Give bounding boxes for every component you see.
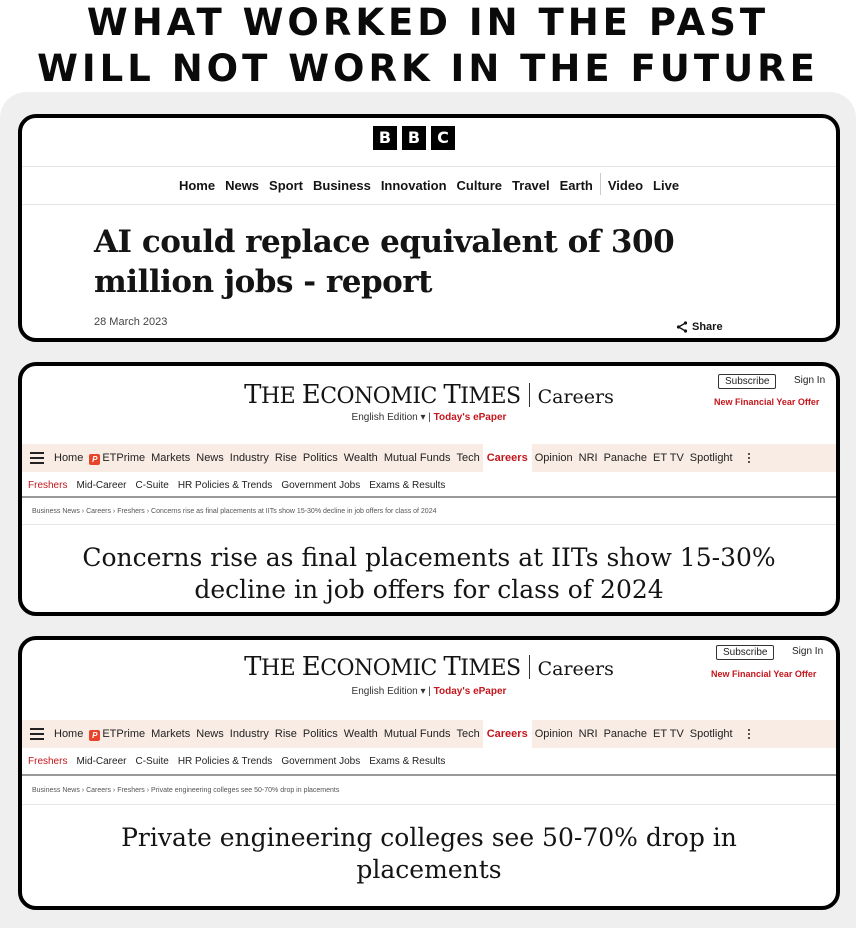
- bbc-article-title: AI could replace equivalent of 300 million jobs - report: [94, 224, 675, 300]
- subnav-freshers[interactable]: Freshers: [28, 480, 68, 491]
- et-nav-opinion[interactable]: Opinion: [534, 452, 573, 464]
- et-sub-nav: [28, 480, 454, 491]
- subnav-mid-career[interactable]: Mid-Career: [76, 756, 127, 767]
- bbc-nav-sport[interactable]: Sport: [269, 178, 303, 193]
- divider: [22, 524, 836, 525]
- headline-line-2: WILL NOT WORK IN THE FUTURE: [37, 47, 819, 90]
- subnav-exams-results[interactable]: Exams & Results: [369, 756, 446, 767]
- et-nav-opinion[interactable]: Opinion: [534, 728, 573, 740]
- et-nav-panache[interactable]: Panache: [603, 728, 648, 740]
- breadcrumb[interactable]: Business News › Careers › Freshers › Private engineering colleges see 50-70% drop in placements: [32, 787, 340, 794]
- et-edition-bar: [22, 686, 836, 697]
- et-nav-news[interactable]: News: [196, 728, 224, 740]
- nav-separator: [600, 173, 601, 195]
- bbc-nav-travel[interactable]: Travel: [512, 178, 550, 193]
- subnav-exams-results[interactable]: Exams & Results: [369, 480, 446, 491]
- bbc-logo-letter: B: [373, 126, 397, 150]
- divider: [22, 774, 836, 776]
- et-nav-politics[interactable]: Politics: [302, 452, 338, 464]
- bbc-article-date: 28 March 2023: [94, 316, 168, 328]
- et-main-nav: [22, 720, 836, 748]
- et-nav-industry[interactable]: Industry: [229, 728, 269, 740]
- et-sub-nav: [28, 756, 454, 767]
- et-edition-bar: [22, 412, 836, 423]
- et-nav-home[interactable]: Home: [54, 728, 84, 740]
- divider: [22, 804, 836, 805]
- sign-in-link[interactable]: Sign In: [794, 375, 826, 386]
- et-article-card-2: [18, 636, 840, 910]
- et-nav-news[interactable]: News: [196, 452, 224, 464]
- share-button[interactable]: [676, 321, 723, 333]
- divider: [22, 166, 836, 167]
- bbc-nav-innovation[interactable]: Innovation: [380, 178, 447, 193]
- et-article-title: Private engineering colleges see 50-70% drop in placements: [121, 823, 737, 884]
- et-nav-etprime[interactable]: [89, 452, 145, 465]
- et-nav-markets[interactable]: Markets: [151, 452, 191, 464]
- edition-separator: |: [425, 412, 434, 423]
- edition-selector[interactable]: English Edition ▾: [351, 412, 426, 423]
- bbc-nav: [22, 178, 836, 195]
- offer-link[interactable]: New Financial Year Offer: [711, 669, 817, 679]
- et-nav-careers[interactable]: Careers: [483, 444, 532, 472]
- slide-headline: [0, 0, 856, 92]
- subnav-freshers[interactable]: Freshers: [28, 756, 68, 767]
- subnav-hr-policies[interactable]: HR Policies & Trends: [177, 756, 273, 767]
- divider: [22, 496, 836, 498]
- subnav-government-jobs[interactable]: Government Jobs: [281, 756, 361, 767]
- et-nav-etprime-label: ETPrime: [102, 451, 146, 464]
- subnav-hr-policies[interactable]: HR Policies & Trends: [177, 480, 273, 491]
- et-nav-ettv[interactable]: ET TV: [653, 728, 684, 740]
- et-nav-nri[interactable]: NRI: [578, 452, 598, 464]
- bbc-article-card: [18, 114, 840, 342]
- bbc-nav-culture[interactable]: Culture: [456, 178, 503, 193]
- more-menu-icon[interactable]: [748, 729, 750, 739]
- subscribe-button[interactable]: Subscribe: [718, 374, 776, 389]
- et-nav-rise[interactable]: Rise: [274, 728, 297, 740]
- et-section-name: Careers: [537, 386, 614, 408]
- bbc-nav-home[interactable]: Home: [178, 178, 216, 193]
- subnav-government-jobs[interactable]: Government Jobs: [281, 480, 361, 491]
- headline-line-1: WHAT WORKED IN THE PAST: [86, 1, 770, 44]
- et-nav-tech[interactable]: Tech: [456, 452, 480, 464]
- et-nav-nri[interactable]: NRI: [578, 728, 598, 740]
- et-nav-mutual-funds[interactable]: Mutual Funds: [383, 728, 451, 740]
- et-logo: THE ECONOMIC TIMES: [244, 380, 521, 410]
- edition-selector[interactable]: English Edition ▾: [351, 686, 426, 697]
- et-nav-wealth[interactable]: Wealth: [343, 452, 378, 464]
- et-main-nav: [22, 444, 836, 472]
- subscribe-button[interactable]: Subscribe: [716, 645, 774, 660]
- et-nav-etprime-label: ETPrime: [102, 727, 146, 740]
- subnav-mid-career[interactable]: Mid-Career: [76, 480, 127, 491]
- bbc-logo-letter: B: [402, 126, 426, 150]
- et-nav-careers[interactable]: Careers: [483, 720, 532, 748]
- et-nav-rise[interactable]: Rise: [274, 452, 297, 464]
- et-article-title: Concerns rise as final placements at IITs show 15-30% decline in job offers for class of 2024: [82, 543, 776, 604]
- share-label: Share: [692, 321, 723, 333]
- hamburger-menu-icon[interactable]: [30, 728, 44, 740]
- et-nav-home[interactable]: Home: [54, 452, 84, 464]
- bbc-nav-video[interactable]: Video: [607, 178, 644, 193]
- bbc-logo[interactable]: [373, 126, 455, 150]
- et-article-card-1: [18, 362, 840, 616]
- et-logo: THE ECONOMIC TIMES: [244, 652, 521, 682]
- breadcrumb[interactable]: Business News › Careers › Freshers › Concerns rise as final placements at IITs show 15-30% decline in job offers for class of 2024: [32, 508, 437, 515]
- et-nav-spotlight[interactable]: Spotlight: [689, 728, 733, 740]
- et-nav-tech[interactable]: Tech: [456, 728, 480, 740]
- et-nav-wealth[interactable]: Wealth: [343, 728, 378, 740]
- bbc-nav-business[interactable]: Business: [313, 178, 371, 193]
- sign-in-link[interactable]: Sign In: [792, 646, 824, 657]
- et-nav-markets[interactable]: Markets: [151, 728, 191, 740]
- edition-separator: |: [425, 686, 434, 697]
- offer-link[interactable]: New Financial Year Offer: [714, 397, 820, 407]
- et-nav-politics[interactable]: Politics: [302, 728, 338, 740]
- et-nav-panache[interactable]: Panache: [603, 452, 648, 464]
- bbc-nav-earth[interactable]: Earth: [559, 178, 593, 193]
- etprime-icon: P: [89, 454, 100, 465]
- bbc-nav-live[interactable]: Live: [653, 178, 680, 193]
- logo-divider: [529, 383, 530, 407]
- more-menu-icon[interactable]: [748, 453, 750, 463]
- etprime-icon: P: [89, 730, 100, 741]
- et-section-name: Careers: [537, 658, 614, 680]
- epaper-link[interactable]: Today's ePaper: [433, 686, 507, 697]
- hamburger-menu-icon[interactable]: [30, 452, 44, 464]
- et-nav-mutual-funds[interactable]: Mutual Funds: [383, 452, 451, 464]
- subnav-c-suite[interactable]: C-Suite: [135, 480, 169, 491]
- et-nav-etprime[interactable]: [89, 728, 145, 741]
- bbc-logo-letter: C: [431, 126, 455, 150]
- epaper-link[interactable]: Today's ePaper: [433, 412, 507, 423]
- et-nav-spotlight[interactable]: Spotlight: [689, 452, 733, 464]
- bbc-nav-news[interactable]: News: [225, 178, 260, 193]
- et-nav-industry[interactable]: Industry: [229, 452, 269, 464]
- et-nav-ettv[interactable]: ET TV: [653, 452, 684, 464]
- logo-divider: [529, 655, 530, 679]
- subnav-c-suite[interactable]: C-Suite: [135, 756, 169, 767]
- share-icon: [676, 321, 688, 333]
- divider: [22, 204, 836, 205]
